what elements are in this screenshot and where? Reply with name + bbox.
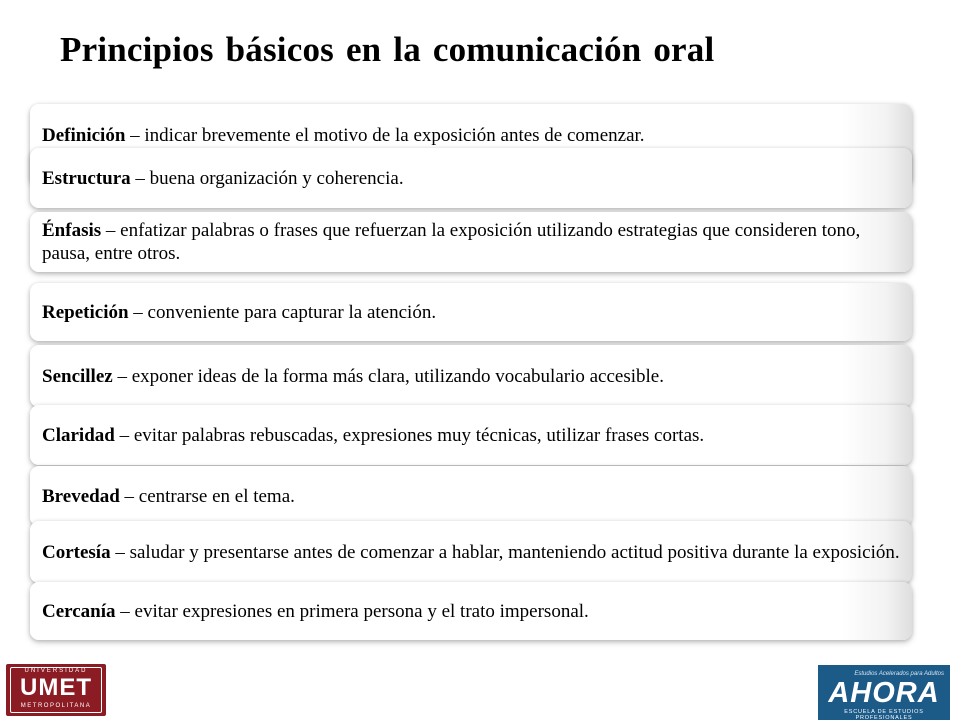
ahora-logo-tagline: Estudios Acelerados para Adultos xyxy=(854,671,944,677)
principle-card-enfasis xyxy=(30,212,912,272)
principle-term: Cercanía xyxy=(42,600,116,622)
principle-card-estructura xyxy=(30,148,912,208)
principle-card-cercania xyxy=(30,582,912,640)
principle-text xyxy=(42,541,900,564)
principle-term: Cortesía xyxy=(42,541,111,563)
principle-card-brevedad xyxy=(30,466,912,526)
principle-card-repeticion xyxy=(30,283,912,341)
umet-logo-name: UMET xyxy=(20,674,92,701)
principle-description: – exponer ideas de la forma más clara, utilizando vocabulario accesible. xyxy=(112,365,664,387)
principle-description: – buena organización y coherencia. xyxy=(130,167,404,189)
principle-description: – saludar y presentarse antes de comenzar a hablar, manteniendo actitud positiva durante la exposición. xyxy=(110,541,900,563)
principle-term: Énfasis xyxy=(42,220,102,241)
principle-card-sencillez xyxy=(30,345,912,407)
umet-logo-top-text: UNIVERSIDAD xyxy=(24,668,88,674)
principle-description: – indicar brevemente el motivo de la exposición antes de comenzar. xyxy=(125,125,645,146)
ahora-logo-name: AHORA xyxy=(828,677,940,709)
principle-card-claridad xyxy=(30,405,912,465)
principle-text xyxy=(42,485,295,508)
principle-card-cortesia xyxy=(30,521,912,583)
principle-term: Repetición xyxy=(42,301,129,323)
principle-term: Brevedad xyxy=(42,485,120,507)
umet-logo-area xyxy=(0,658,112,720)
umet-logo xyxy=(6,664,106,716)
principle-term: Estructura xyxy=(42,167,131,189)
principle-text xyxy=(42,124,645,147)
principle-text xyxy=(42,424,704,447)
principle-text xyxy=(42,301,436,324)
principle-description: – evitar expresiones en primera persona y el trato impersonal. xyxy=(115,600,589,622)
principle-description: – conveniente para capturar la atención. xyxy=(128,301,437,323)
principle-description: – enfatizar palabras o frases que refuerzan la exposición utilizando estrategias que consideren tono, pausa, entre otros. xyxy=(42,220,861,264)
ahora-logo xyxy=(818,665,950,720)
principle-text xyxy=(42,600,589,623)
ahora-logo-subtitle: ESCUELA DE ESTUDIOS PROFESIONALES xyxy=(844,709,924,721)
principle-text xyxy=(42,365,664,388)
principle-text xyxy=(42,219,902,265)
principle-term: Sencillez xyxy=(42,365,113,387)
principle-term: Claridad xyxy=(42,424,115,446)
principle-description: – evitar palabras rebuscadas, expresiones muy técnicas, utilizar frases cortas. xyxy=(114,424,705,446)
slide-title: Principios básicos en la comunicación oral xyxy=(60,30,715,69)
umet-logo-bottom-text: METROPOLITANA xyxy=(20,703,92,709)
principle-term: Definición xyxy=(42,125,126,146)
principle-text xyxy=(42,167,404,190)
principle-description: – centrarse en el tema. xyxy=(119,485,295,507)
